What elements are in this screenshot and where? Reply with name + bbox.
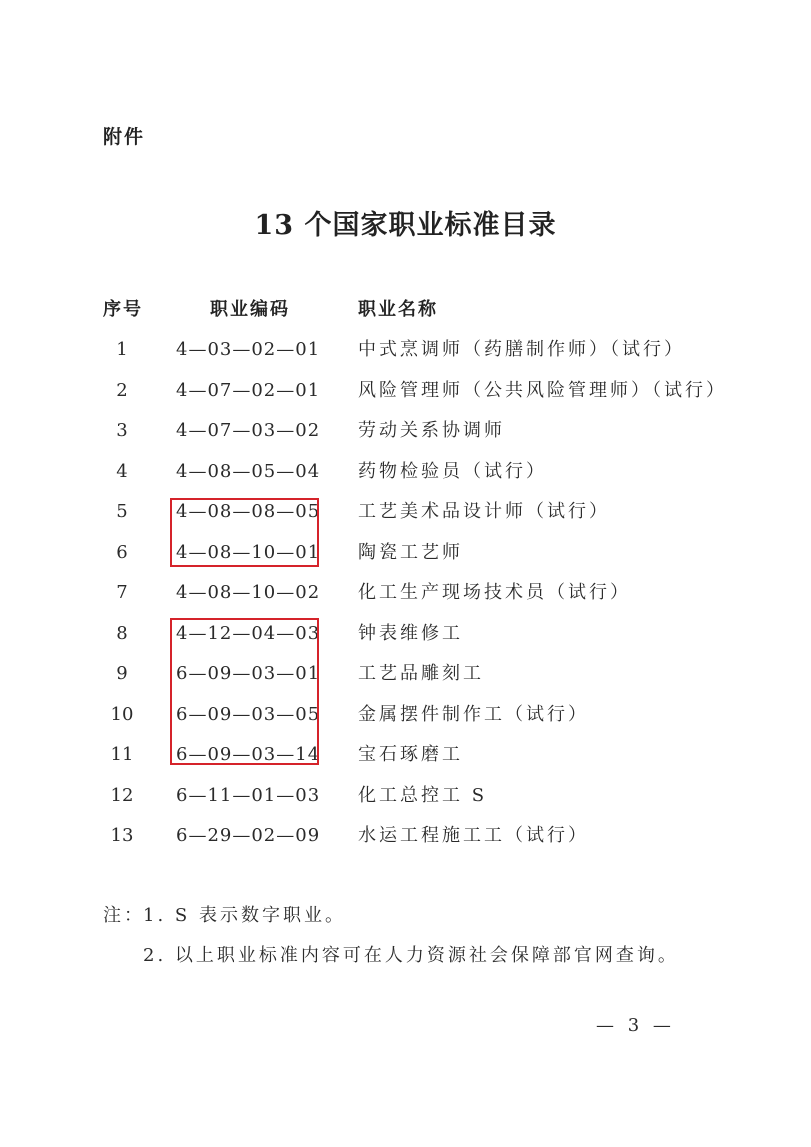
row-seq: 6 — [116, 541, 128, 563]
row-seq: 4 — [116, 460, 128, 482]
row-code: 4—07—03—02 — [176, 420, 321, 441]
notes-label: 注： — [103, 905, 145, 926]
note-line-1 — [103, 902, 743, 942]
table-row — [0, 660, 811, 701]
table-row — [0, 377, 811, 418]
table-row — [0, 822, 811, 863]
row-seq: 9 — [116, 663, 128, 684]
row-seq: 11 — [110, 744, 134, 765]
row-code: 6—29—02—09 — [176, 825, 321, 846]
row-code: 4—08—05—04 — [176, 460, 321, 482]
row-name: 化工总控工 S — [358, 784, 488, 806]
row-seq: 5 — [116, 501, 128, 522]
row-code: 4—12—04—03 — [176, 622, 321, 644]
row-name: 宝石琢磨工 — [358, 744, 463, 765]
row-code: 6—09—03—14 — [176, 744, 321, 765]
row-seq: 10 — [110, 703, 134, 725]
note-item-1: 1. S 表示数字职业。 — [143, 905, 346, 926]
row-seq: 3 — [116, 420, 128, 441]
row-name: 中式烹调师（药膳制作师）（试行） — [358, 339, 685, 360]
row-seq: 1 — [116, 339, 128, 360]
header-seq: 序号 — [103, 299, 143, 320]
table-row — [0, 579, 811, 620]
table-row — [0, 458, 811, 499]
row-name: 水运工程施工工（试行） — [358, 825, 589, 846]
occupation-table — [0, 336, 811, 863]
table-row — [0, 498, 811, 539]
table-row — [0, 336, 811, 377]
row-code: 4—07—02—01 — [176, 379, 321, 401]
note-line-2 — [103, 942, 743, 982]
row-seq: 2 — [116, 379, 128, 401]
row-name: 风险管理师（公共风险管理师）（试行） — [358, 379, 727, 401]
table-row — [0, 782, 811, 823]
highlight-box-codes-8-11 — [170, 618, 319, 765]
row-code: 6—09—03—05 — [176, 703, 321, 725]
row-code: 4—08—10—02 — [176, 582, 321, 603]
table-row — [0, 620, 811, 661]
page-number: — 3 — — [596, 1015, 675, 1036]
header-name: 职业名称 — [358, 299, 438, 320]
row-seq: 12 — [110, 784, 134, 806]
attachment-label: 附件 — [103, 126, 146, 148]
notes-section — [103, 902, 743, 982]
note-item-2: 2. 以上职业标准内容可在人力资源社会保障部官网查询。 — [143, 945, 679, 966]
row-name: 工艺品雕刻工 — [358, 663, 484, 684]
table-row — [0, 701, 811, 742]
row-name: 工艺美术品设计师（试行） — [358, 501, 610, 522]
row-name: 金属摆件制作工（试行） — [358, 703, 589, 725]
row-seq: 8 — [116, 622, 128, 644]
table-row — [0, 417, 811, 458]
row-name: 药物检验员（试行） — [358, 460, 547, 482]
row-code: 4—08—10—01 — [176, 541, 321, 563]
row-code: 6—09—03—01 — [176, 663, 321, 684]
row-code: 4—08—08—05 — [176, 501, 321, 522]
row-seq: 13 — [110, 825, 134, 846]
row-name: 钟表维修工 — [358, 622, 463, 644]
highlight-box-codes-5-6 — [170, 498, 319, 567]
table-header — [0, 295, 811, 323]
header-code: 职业编码 — [210, 299, 290, 320]
row-name: 陶瓷工艺师 — [358, 541, 463, 563]
table-row — [0, 539, 811, 580]
row-seq: 7 — [116, 582, 128, 603]
table-row — [0, 741, 811, 782]
document-title: 13 个国家职业标准目录 — [254, 210, 557, 241]
row-name: 化工生产现场技术员（试行） — [358, 582, 631, 603]
row-name: 劳动关系协调师 — [358, 420, 505, 441]
row-code: 4—03—02—01 — [176, 339, 321, 360]
row-code: 6—11—01—03 — [176, 784, 321, 806]
